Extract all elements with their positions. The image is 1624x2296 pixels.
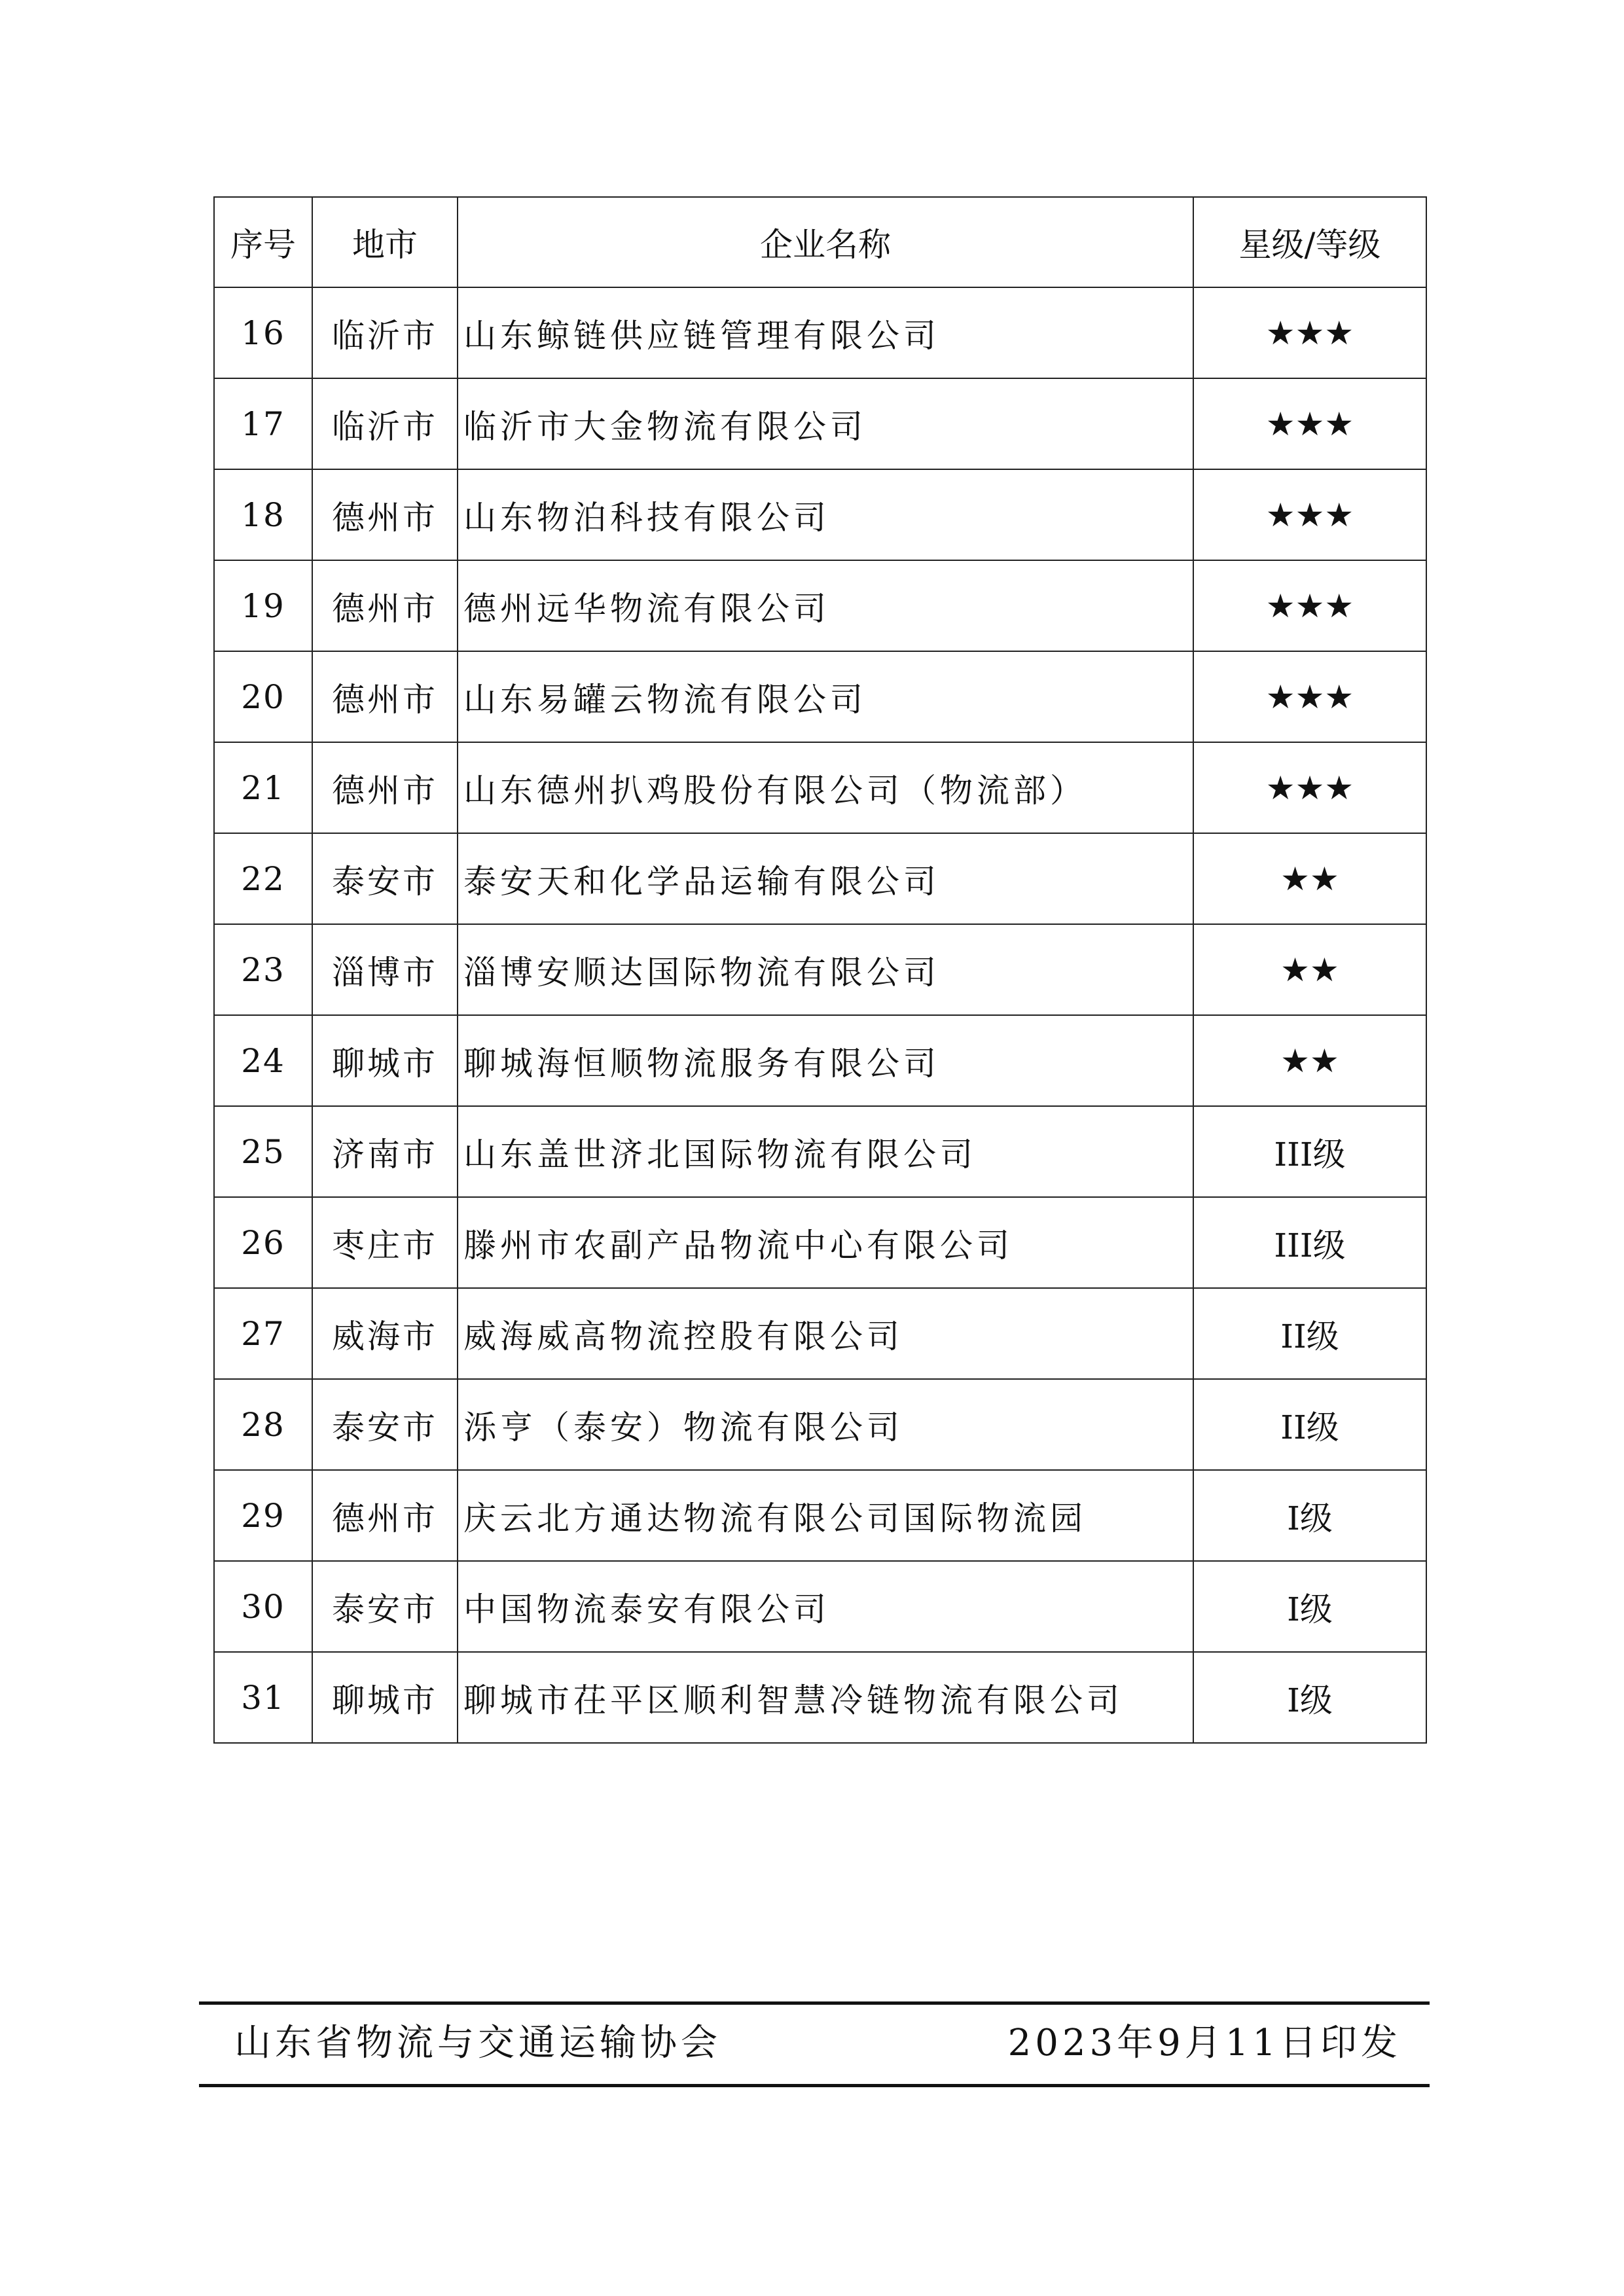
row-city: 泰安市 — [312, 833, 458, 924]
table-row — [214, 1197, 1426, 1288]
row-rank: ★★★ — [1193, 651, 1426, 742]
row-city: 聊城市 — [312, 1015, 458, 1106]
row-company-name: 威海威高物流控股有限公司 — [458, 1288, 1193, 1379]
row-company-name: 山东易罐云物流有限公司 — [458, 651, 1193, 742]
table-row — [214, 1561, 1426, 1652]
row-company-name: 山东鲸链供应链管理有限公司 — [458, 287, 1193, 378]
row-city: 威海市 — [312, 1288, 458, 1379]
row-city: 德州市 — [312, 651, 458, 742]
table-row — [214, 287, 1426, 378]
table-row — [214, 1015, 1426, 1106]
row-rank: ★★★ — [1193, 742, 1426, 833]
table-row — [214, 1288, 1426, 1379]
row-company-name: 山东德州扒鸡股份有限公司（物流部） — [458, 742, 1193, 833]
row-city: 聊城市 — [312, 1652, 458, 1743]
table-row — [214, 1470, 1426, 1561]
row-rank: ★★ — [1193, 833, 1426, 924]
header-city: 地市 — [312, 197, 458, 287]
row-city: 临沂市 — [312, 287, 458, 378]
row-number: 29 — [214, 1470, 312, 1561]
row-company-name: 德州远华物流有限公司 — [458, 560, 1193, 651]
table-row — [214, 1652, 1426, 1743]
row-city: 淄博市 — [312, 924, 458, 1015]
row-city: 泰安市 — [312, 1561, 458, 1652]
row-city: 德州市 — [312, 1470, 458, 1561]
row-city: 德州市 — [312, 560, 458, 651]
row-company-name: 聊城市茌平区顺利智慧冷链物流有限公司 — [458, 1652, 1193, 1743]
company-rating-table — [213, 196, 1427, 1744]
row-city: 泰安市 — [312, 1379, 458, 1470]
row-number: 31 — [214, 1652, 312, 1743]
row-number: 23 — [214, 924, 312, 1015]
row-company-name: 庆云北方通达物流有限公司国际物流园 — [458, 1470, 1193, 1561]
footer-organization: 山东省物流与交通运输协会 — [234, 2022, 721, 2064]
row-number: 17 — [214, 378, 312, 469]
table-row — [214, 1106, 1426, 1197]
row-city: 济南市 — [312, 1106, 458, 1197]
row-rank: ★★★ — [1193, 378, 1426, 469]
row-number: 16 — [214, 287, 312, 378]
row-rank: I级 — [1193, 1652, 1426, 1743]
row-number: 20 — [214, 651, 312, 742]
row-number: 19 — [214, 560, 312, 651]
row-company-name: 泰安天和化学品运输有限公司 — [458, 833, 1193, 924]
table-row — [214, 1379, 1426, 1470]
table-row — [214, 742, 1426, 833]
footer-bottom-rule — [199, 2084, 1430, 2087]
table-header-row — [214, 197, 1426, 287]
row-company-name: 聊城海恒顺物流服务有限公司 — [458, 1015, 1193, 1106]
row-number: 30 — [214, 1561, 312, 1652]
table-row — [214, 378, 1426, 469]
table-body — [214, 287, 1426, 1743]
table-row — [214, 924, 1426, 1015]
row-rank: ★★ — [1193, 924, 1426, 1015]
row-rank: ★★ — [1193, 1015, 1426, 1106]
row-company-name: 中国物流泰安有限公司 — [458, 1561, 1193, 1652]
table-row — [214, 469, 1426, 560]
row-city: 枣庄市 — [312, 1197, 458, 1288]
row-number: 24 — [214, 1015, 312, 1106]
table-row — [214, 651, 1426, 742]
footer-top-rule — [199, 2001, 1430, 2005]
row-number: 26 — [214, 1197, 312, 1288]
row-company-name: 淄博安顺达国际物流有限公司 — [458, 924, 1193, 1015]
header-no: 序号 — [214, 197, 312, 287]
row-number: 28 — [214, 1379, 312, 1470]
row-company-name: 山东盖世济北国际物流有限公司 — [458, 1106, 1193, 1197]
row-rank: ★★★ — [1193, 287, 1426, 378]
row-city: 德州市 — [312, 469, 458, 560]
row-rank: II级 — [1193, 1379, 1426, 1470]
row-city: 临沂市 — [312, 378, 458, 469]
row-city: 德州市 — [312, 742, 458, 833]
header-rank: 星级/等级 — [1193, 197, 1426, 287]
row-rank: III级 — [1193, 1197, 1426, 1288]
footer-issue-date: 2023年9月11日印发 — [1007, 2022, 1401, 2064]
row-rank: ★★★ — [1193, 469, 1426, 560]
row-company-name: 山东物泊科技有限公司 — [458, 469, 1193, 560]
row-number: 18 — [214, 469, 312, 560]
row-company-name: 滕州市农副产品物流中心有限公司 — [458, 1197, 1193, 1288]
table-row — [214, 560, 1426, 651]
row-number: 21 — [214, 742, 312, 833]
row-rank: ★★★ — [1193, 560, 1426, 651]
table-row — [214, 833, 1426, 924]
row-rank: I级 — [1193, 1470, 1426, 1561]
row-number: 22 — [214, 833, 312, 924]
header-company: 企业名称 — [458, 197, 1193, 287]
row-company-name: 泺亨（泰安）物流有限公司 — [458, 1379, 1193, 1470]
row-rank: III级 — [1193, 1106, 1426, 1197]
row-number: 27 — [214, 1288, 312, 1379]
row-rank: I级 — [1193, 1561, 1426, 1652]
row-rank: II级 — [1193, 1288, 1426, 1379]
row-number: 25 — [214, 1106, 312, 1197]
row-company-name: 临沂市大金物流有限公司 — [458, 378, 1193, 469]
